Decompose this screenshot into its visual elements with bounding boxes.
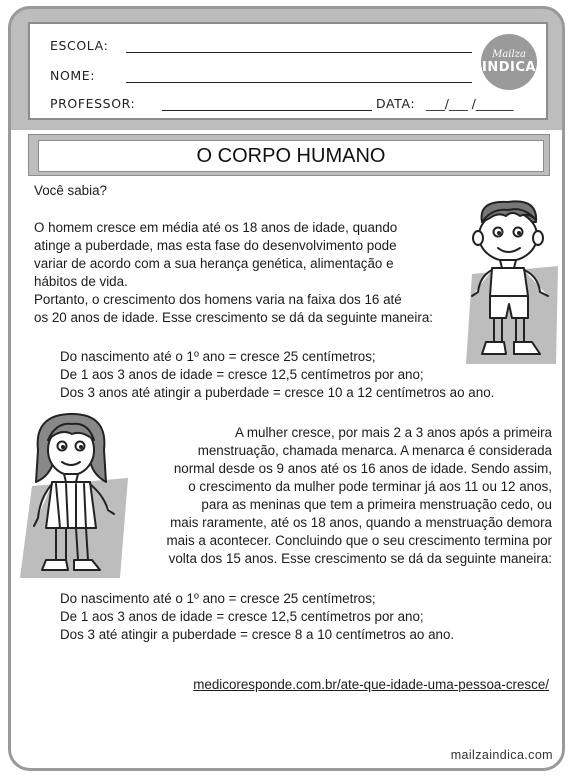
mulher-line-7: mais a acontecer. Concluindo que o seu crescimento termina por (166, 533, 552, 548)
header-box (28, 22, 548, 120)
mulher-list-item-1: Do nascimento até o 1º ano = cresce 25 centímetros; (60, 591, 376, 606)
logo-line1: Mailza (492, 48, 526, 60)
homem-line-2: atinge a puberdade, mas esta fase do desenvolvimento pode (34, 238, 397, 253)
data-label: DATA: (376, 96, 416, 111)
logo-line2: INDICA (482, 59, 536, 75)
homem-line-3: variar de acordo com a sua herança genética, alimentação e (34, 256, 394, 271)
date-field[interactable]: ___/___ /______ (426, 96, 514, 111)
homem-list-item-1: Do nascimento até o 1º ano = cresce 25 centímetros; (60, 349, 376, 364)
mulher-list-item-3: Dos 3 até atingir a puberdade = cresce 8 a 10 centímetros ao ano. (60, 627, 455, 642)
homem-line-6: os 20 anos de idade. Esse crescimento se dá da seguinte maneira: (34, 310, 433, 325)
homem-line-4: hábitos de vida. (34, 274, 128, 289)
professor-label: PROFESSOR: (50, 96, 136, 111)
mulher-line-2: menstruação, chamada menarca. A menarca é considerada (197, 443, 552, 458)
girl-illustration-icon (16, 410, 132, 580)
source-link[interactable]: medicoresponde.com.br/ate-que-idade-uma-pessoa-cresce/ (193, 677, 549, 692)
nome-label: NOME: (50, 68, 96, 83)
mulher-line-5: para as meninas que tem a primeira menstruação cedo, ou (201, 497, 552, 512)
escola-label: ESCOLA: (50, 38, 109, 53)
homem-list-item-3: Dos 3 anos até atingir a puberdade = cresce 10 a 12 centímetros ao ano. (60, 385, 495, 400)
mulher-list-item-2: De 1 aos 3 anos de idade = cresce 12,5 centímetros por ano; (60, 609, 424, 624)
mulher-line-4: o crescimento da mulher pode terminar já aos 11 ou 12 anos, (188, 479, 552, 494)
boy-illustration-icon (462, 196, 560, 366)
mulher-line-3: normal desde os 9 anos até os 16 anos de idade. Sendo assim, (173, 461, 552, 476)
mulher-line-6: mais raramente, até os 18 anos, quando a menstruação demora (170, 515, 552, 530)
page-title: O CORPO HUMANO (38, 140, 544, 172)
homem-line-5: Portanto, o crescimento dos homens varia na faixa dos 16 até (34, 292, 402, 307)
mulher-line-8: volta dos 15 anos. Esse crescimento se dá da seguinte maneira: (168, 551, 552, 566)
mailza-indica-logo (481, 34, 537, 90)
mulher-line-1: A mulher cresce, por mais 2 a 3 anos após a primeira (234, 425, 552, 440)
nome-field[interactable] (126, 82, 472, 83)
homem-list-item-2: De 1 aos 3 anos de idade = cresce 12,5 centímetros por ano; (60, 367, 424, 382)
intro-text: Você sabia? (34, 183, 107, 198)
footer-site: mailzaindica.com (450, 748, 553, 762)
homem-line-1: O homem cresce em média até os 18 anos de idade, quando (34, 220, 398, 235)
escola-field[interactable] (126, 52, 472, 53)
professor-field[interactable] (162, 110, 372, 111)
